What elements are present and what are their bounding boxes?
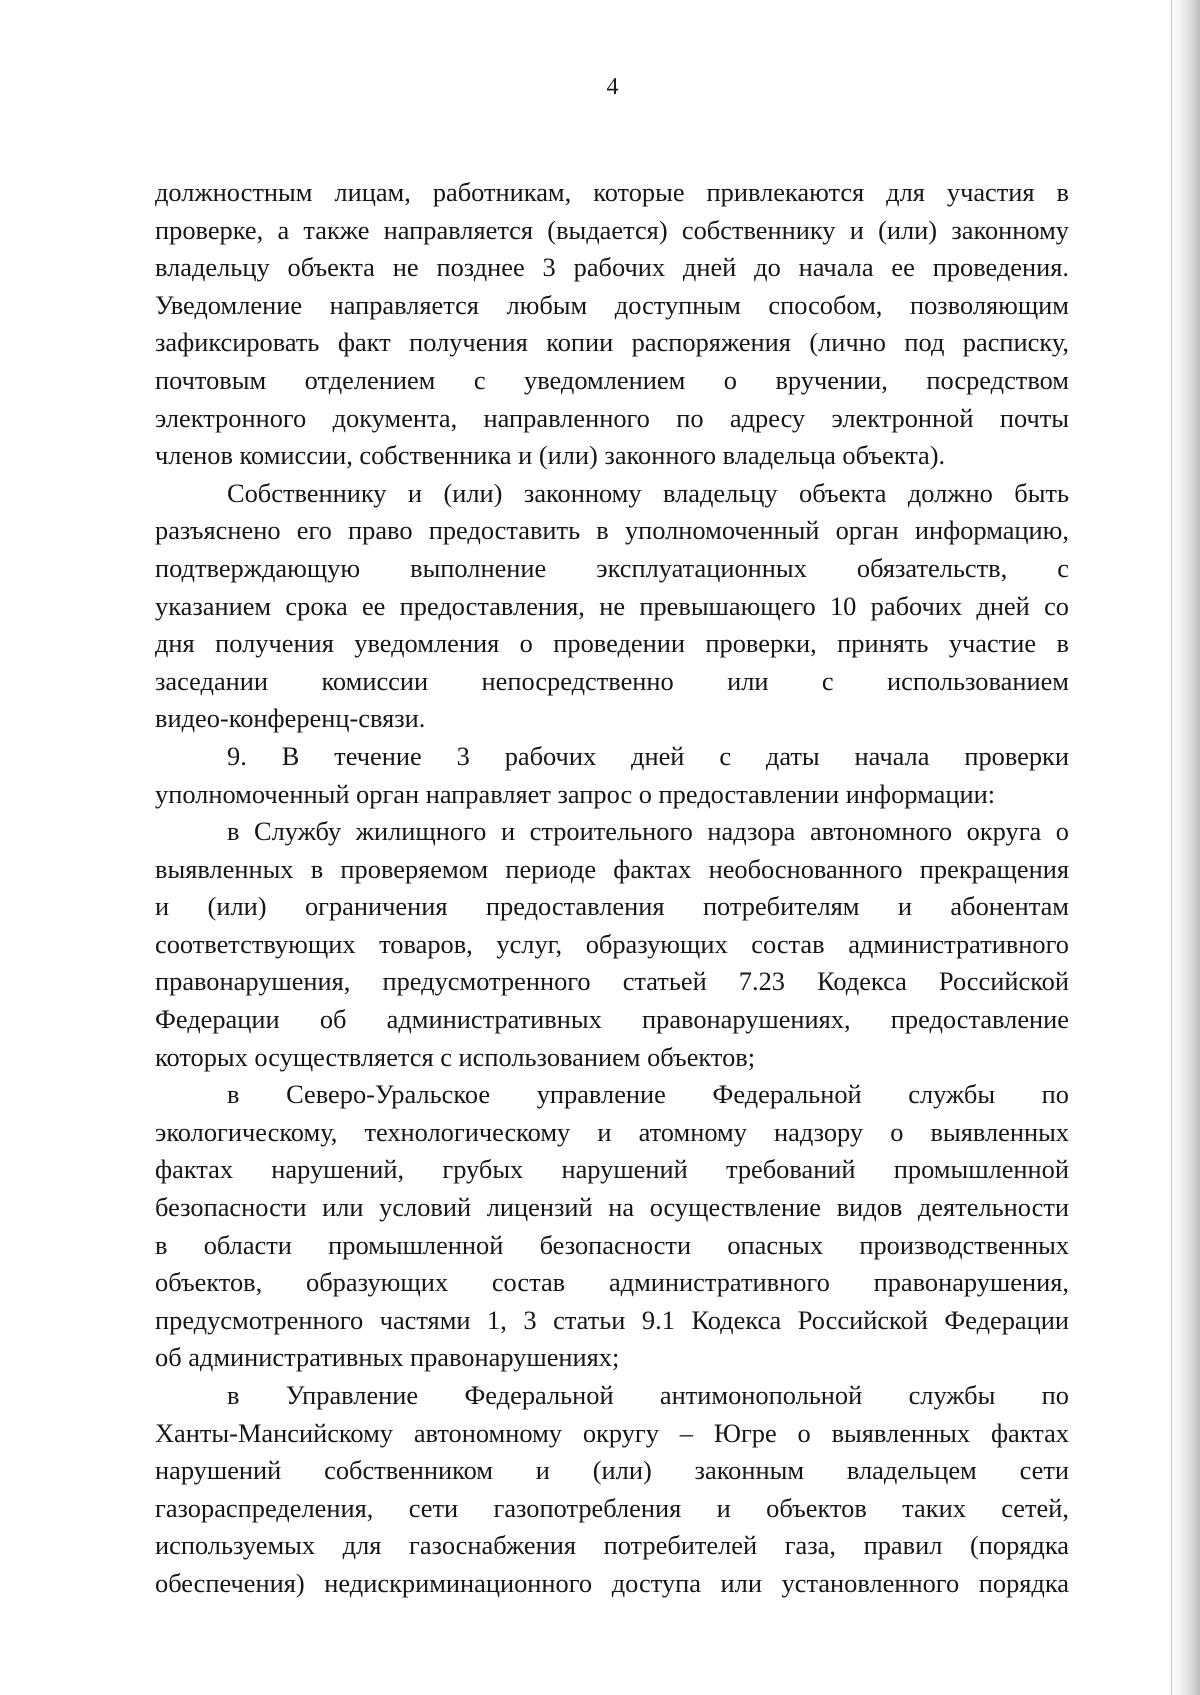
text-line: газораспределения, сети газопотребления и объектов таких сетей, xyxy=(155,1492,1069,1523)
text-line: предусмотренного частями 1, 3 статьи 9.1 Кодекса Российской Федерации xyxy=(155,1304,1069,1335)
text-line: в Северо-Уральское управление Федеральной службы по xyxy=(227,1079,1069,1110)
text-line: которых осуществляется с использованием объектов; xyxy=(155,1041,756,1072)
text-line: должностным лицам, работникам, которые привлекаются для участия в xyxy=(155,177,1069,207)
text-line: видео-конференц-связи. xyxy=(155,703,426,734)
text-line: и (или) ограничения предоставления потребителям и абонентам xyxy=(155,891,1069,922)
text-line: зафиксировать факт получения копии распоряжения (лично под расписку, xyxy=(155,327,1069,358)
text-line: в области промышленной безопасности опасных производственных xyxy=(155,1229,1069,1260)
text-line: уполномоченный орган направляет запрос о предоставлении информации: xyxy=(155,778,996,809)
text-line: объектов, образующих состав административного правонарушения, xyxy=(155,1267,1069,1298)
text-line: используемых для газоснабжения потребителей газа, правил (порядка xyxy=(155,1530,1069,1561)
text-line: в Управление Федеральной антимонопольной службы по xyxy=(227,1380,1069,1410)
text-line: членов комиссии, собственника и (или) законного владельца объекта). xyxy=(155,440,946,471)
text-line: указанием срока ее предоставления, не превышающего 10 рабочих дней со xyxy=(155,590,1069,621)
document-body xyxy=(155,174,1069,1603)
text-line: экологическому, технологическому и атомному надзору о выявленных xyxy=(155,1116,1069,1147)
text-line: Уведомление направляется любым доступным способом, позволяющим xyxy=(155,289,1069,320)
text-line: об административных правонарушениях; xyxy=(155,1342,620,1373)
page-number: 4 xyxy=(606,74,619,100)
text-line: почтовым отделением с уведомлением о вручении, посредством xyxy=(155,364,1069,395)
text-line: правонарушения, предусмотренного статьей 7.23 Кодекса Российской xyxy=(155,966,1069,997)
page-edge-line xyxy=(1171,0,1172,1695)
text-line: соответствующих товаров, услуг, образующих состав административного xyxy=(155,928,1069,959)
text-line: владельцу объекта не позднее 3 рабочих дней до начала ее проведения. xyxy=(155,252,1069,283)
text-line: нарушений собственником и (или) законным владельцем сети xyxy=(155,1455,1069,1486)
text-line: заседании комиссии непосредственно или с использованием xyxy=(155,665,1069,696)
text-line: проверке, а также направляется (выдается) собственнику и (или) законному xyxy=(155,214,1069,245)
text-line: выявленных в проверяемом периоде фактах необоснованного прекращения xyxy=(155,853,1069,884)
text-line: дня получения уведомления о проведении проверки, принять участие в xyxy=(155,628,1069,659)
text-line: Ханты-Мансийскому автономному округу – Югре о выявленных фактах xyxy=(155,1417,1069,1448)
text-line: безопасности или условий лицензий на осуществление видов деятельности xyxy=(155,1192,1069,1223)
text-line: электронного документа, направленного по адресу электронной почты xyxy=(155,402,1069,433)
text-line: обеспечения) недискриминационного доступа или установленного порядка xyxy=(155,1567,1069,1598)
text-line: в Службу жилищного и строительного надзора автономного округа о xyxy=(227,816,1069,847)
text-line: подтверждающую выполнение эксплуатационных обязательств, с xyxy=(155,552,1069,583)
text-line: 9. В течение 3 рабочих дней с даты начала проверки xyxy=(227,740,1069,771)
text-line: Собственнику и (или) законному владельцу объекта должно быть xyxy=(227,477,1069,508)
text-line: разъяснено его право предоставить в уполномоченный орган информацию, xyxy=(155,515,1069,546)
text-line: Федерации об административных правонарушениях, предоставление xyxy=(155,1004,1069,1035)
text-line: фактах нарушений, грубых нарушений требований промышленной xyxy=(155,1154,1069,1185)
